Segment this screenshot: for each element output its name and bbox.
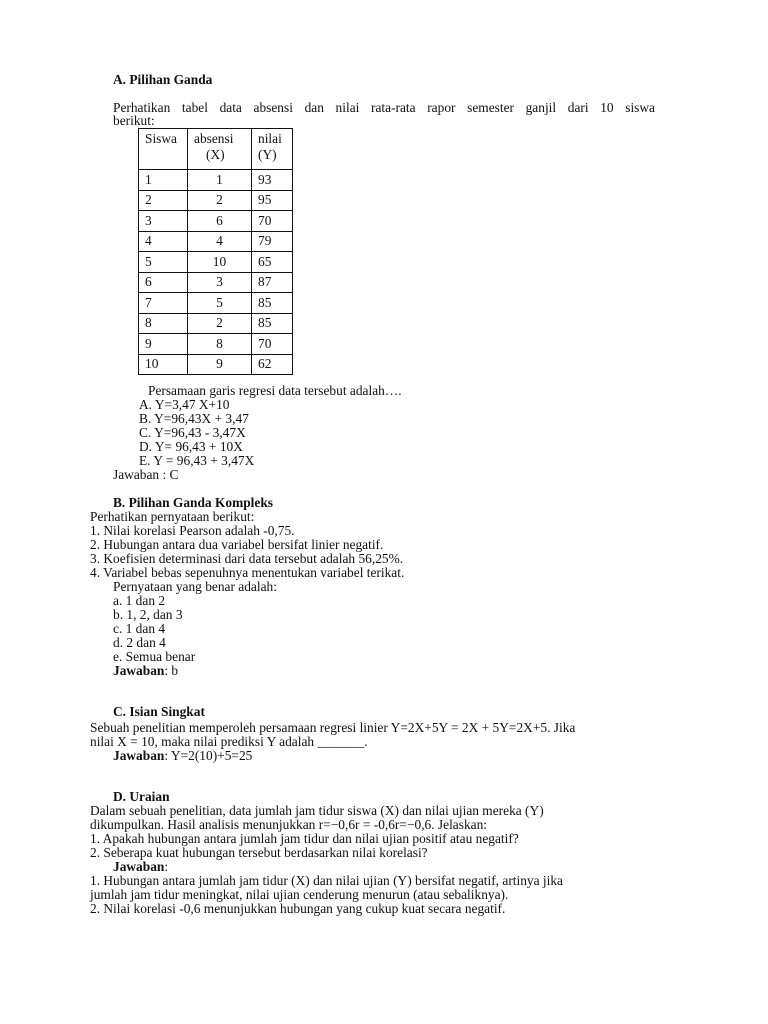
option-c: C. Y=96,43 - 3,47X	[139, 425, 246, 440]
section-b-heading: B. Pilihan Ganda Kompleks	[113, 495, 273, 510]
cell-absensi: 1	[188, 170, 252, 191]
table-row	[139, 334, 293, 355]
cell-absensi: 3	[188, 272, 252, 293]
table-header-siswa: Siswa	[139, 129, 188, 170]
table-header-nilai: nilai (Y)	[252, 129, 293, 170]
cell-absensi: 2	[188, 313, 252, 334]
option-b: B. Y=96,43X + 3,47	[139, 411, 249, 426]
cell-absensi: 6	[188, 211, 252, 232]
section-d-line4: 2. Seberapa kuat hubungan tersebut berdasarkan nilai korelasi?	[90, 845, 428, 860]
statement-4: 4. Variabel bebas sepenuhnya menentukan variabel terikat.	[90, 565, 405, 580]
cell-siswa: 4	[139, 231, 188, 252]
section-a-answer: Jawaban : C	[113, 467, 179, 482]
cell-nilai: 65	[252, 252, 293, 273]
table-row	[139, 211, 293, 232]
answer-value: : Y=2(10)+5=25	[164, 748, 253, 763]
table-row	[139, 354, 293, 375]
section-a-question: Persamaan garis regresi data tersebut adalah….	[148, 383, 402, 398]
section-d-line1: Dalam sebuah penelitian, data jumlah jam tidur siswa (X) dan nilai ujian mereka (Y)	[90, 803, 544, 818]
section-d-line3: 1. Apakah hubungan antara jumlah jam tidur dan nilai ujian positif atau negatif?	[90, 831, 519, 846]
cell-nilai: 85	[252, 313, 293, 334]
option-d: D. Y= 96,43 + 10X	[139, 439, 243, 454]
table-row	[139, 170, 293, 191]
cell-siswa: 2	[139, 190, 188, 211]
section-d-line2: dikumpulkan. Hasil analisis menunjukkan r=−0,6r = -0,6r=−0,6. Jelaskan:	[90, 817, 488, 832]
section-c-line1: Sebuah penelitian memperoleh persamaan regresi linier Y=2X+5Y = 2X + 5Y=2X+5. Jika	[90, 720, 576, 735]
table-row	[139, 313, 293, 334]
table-row	[139, 231, 293, 252]
cell-nilai: 93	[252, 170, 293, 191]
cell-absensi: 10	[188, 252, 252, 273]
cell-siswa: 7	[139, 293, 188, 314]
section-b-answer	[113, 664, 178, 678]
cell-absensi: 5	[188, 293, 252, 314]
section-a-intro-line1: Perhatikan tabel data absensi dan nilai rata-rata rapor semester ganjil dari 10 siswa	[113, 100, 655, 115]
table-row	[139, 272, 293, 293]
answer-label: Jawaban	[113, 748, 165, 763]
cell-siswa: 9	[139, 334, 188, 355]
table-row	[139, 293, 293, 314]
section-d-answer-line2: jumlah jam tidur meningkat, nilai ujian cenderung menurun (atau sebaliknya).	[90, 887, 509, 902]
cell-siswa: 10	[139, 354, 188, 375]
cell-siswa: 1	[139, 170, 188, 191]
answer-value: :	[164, 859, 169, 874]
section-b-question: Pernyataan yang benar adalah:	[113, 579, 277, 594]
section-d-answer-line3: 2. Nilai korelasi -0,6 menunjukkan hubungan yang cukup kuat secara negatif.	[90, 901, 506, 916]
cell-nilai: 95	[252, 190, 293, 211]
cell-absensi: 4	[188, 231, 252, 252]
cell-nilai: 85	[252, 293, 293, 314]
cell-nilai: 70	[252, 334, 293, 355]
answer-label: Jawaban	[113, 663, 165, 678]
option-e: E. Y = 96,43 + 3,47X	[139, 453, 255, 468]
table-header-row	[139, 129, 293, 170]
option-e: e. Semua benar	[113, 649, 196, 664]
answer-value: : b	[164, 663, 179, 678]
statement-3: 3. Koefisien determinasi dari data tersebut adalah 56,25%.	[90, 551, 404, 566]
cell-absensi: 8	[188, 334, 252, 355]
cell-siswa: 8	[139, 313, 188, 334]
statement-1: 1. Nilai korelasi Pearson adalah -0,75.	[90, 523, 295, 538]
table-row	[139, 252, 293, 273]
section-a-heading: A. Pilihan Ganda	[113, 72, 213, 87]
option-a: a. 1 dan 2	[113, 593, 166, 608]
cell-nilai: 87	[252, 272, 293, 293]
cell-nilai: 70	[252, 211, 293, 232]
cell-siswa: 6	[139, 272, 188, 293]
cell-nilai: 79	[252, 231, 293, 252]
table-row	[139, 190, 293, 211]
table-header-absensi: absensi (X)	[188, 129, 252, 170]
section-d-answer-line1: 1. Hubungan antara jumlah jam tidur (X) dan nilai ujian (Y) bersifat negatif, artinya jika	[90, 873, 563, 888]
option-c: c. 1 dan 4	[113, 621, 166, 636]
option-b: b. 1, 2, dan 3	[113, 607, 183, 622]
statement-2: 2. Hubungan antara dua variabel bersifat linier negatif.	[90, 537, 384, 552]
option-a: A. Y=3,47 X+10	[139, 397, 230, 412]
cell-absensi: 9	[188, 354, 252, 375]
cell-siswa: 5	[139, 252, 188, 273]
cell-siswa: 3	[139, 211, 188, 232]
section-c-answer	[113, 749, 252, 763]
data-table	[138, 128, 293, 375]
option-d: d. 2 dan 4	[113, 635, 166, 650]
answer-label: Jawaban	[113, 859, 165, 874]
section-d-answer	[113, 860, 168, 874]
cell-absensi: 2	[188, 190, 252, 211]
section-a-intro-line2: berikut:	[113, 113, 155, 128]
section-b-intro: Perhatikan pernyataan berikut:	[90, 509, 255, 524]
section-c-heading: C. Isian Singkat	[113, 704, 205, 719]
section-d-heading: D. Uraian	[113, 789, 170, 804]
cell-nilai: 62	[252, 354, 293, 375]
section-c-line2: nilai X = 10, maka nilai prediksi Y adalah _______.	[90, 734, 368, 749]
